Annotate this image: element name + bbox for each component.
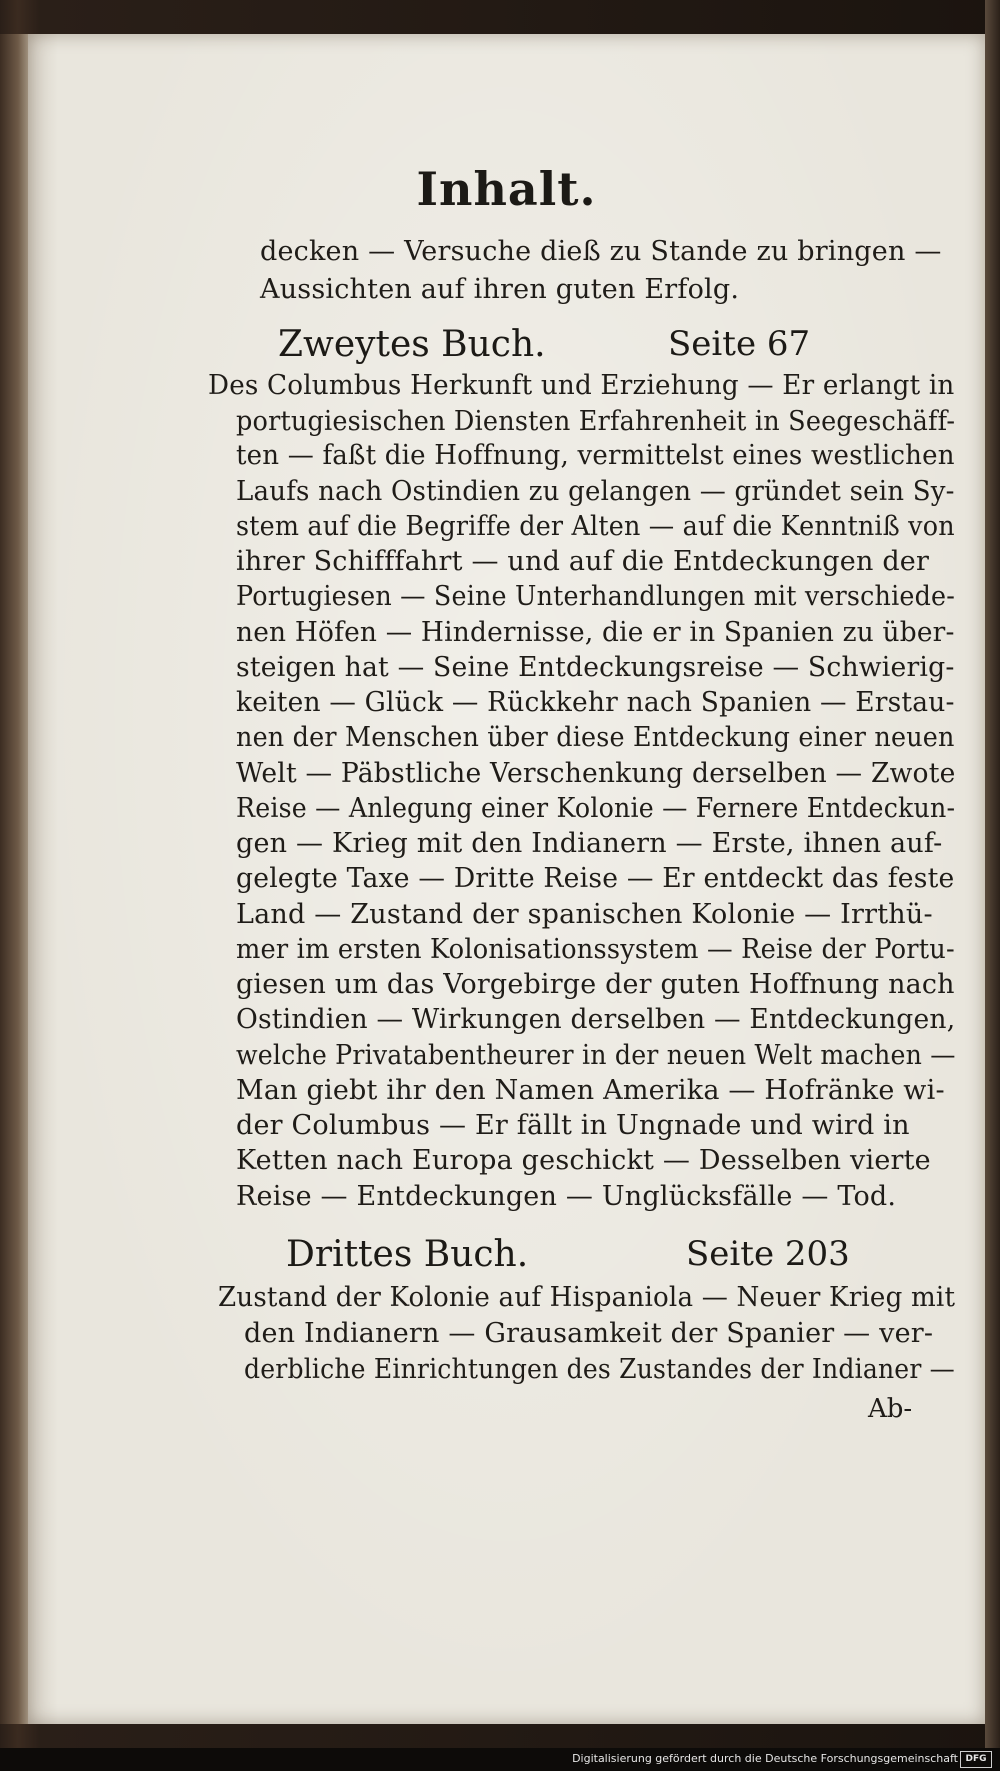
toc-line: welche Privatabentheurer in der neuen Welt machen — <box>236 1040 956 1071</box>
toc-line: derbliche Einrichtungen des Zustandes der Indianer — <box>244 1354 955 1385</box>
toc-line: Ostindien — Wirkungen derselben — Entdeckungen, <box>236 1004 956 1035</box>
toc-line: Zustand der Kolonie auf Hispaniola — Neuer Krieg mit <box>218 1282 956 1313</box>
page-edge <box>985 0 1000 1771</box>
toc-line: gen — Krieg mit den Indianern — Erste, ihnen auf- <box>236 828 943 859</box>
toc-line: Laufs nach Ostindien zu gelangen — gründet sein Sy- <box>236 476 955 507</box>
toc-line: Land — Zustand der spanischen Kolonie — Irrthü- <box>236 899 933 930</box>
page-reference: Seite 203 <box>686 1234 850 1274</box>
footer-credit: Digitalisierung gefördert durch die Deutsche Forschungsgemeinschaft <box>572 1752 958 1765</box>
book-heading: Drittes Buch. <box>286 1234 529 1275</box>
toc-line: Welt — Päbstliche Verschenkung derselben — Zwote <box>236 758 956 789</box>
book-heading: Zweytes Buch. <box>278 324 546 365</box>
toc-line: stem auf die Begriffe der Alten — auf die Kenntniß von <box>236 511 955 542</box>
intro-line: Aussichten auf ihren guten Erfolg. <box>260 274 740 305</box>
toc-line: gelegte Taxe — Dritte Reise — Er entdeckt das feste <box>236 863 955 894</box>
toc-line: steigen hat — Seine Entdeckungsreise — Schwierig- <box>236 652 955 683</box>
toc-line: den Indianern — Grausamkeit der Spanier — ver- <box>244 1318 934 1349</box>
toc-line: giesen um das Vorgebirge der guten Hoffnung nach <box>236 969 955 1000</box>
toc-line: Man giebt ihr den Namen Amerika — Hofränke wi- <box>236 1075 945 1106</box>
toc-line: mer im ersten Kolonisationssystem — Reise der Portu- <box>236 934 955 965</box>
toc-line: der Columbus — Er fällt in Ungnade und wird in <box>236 1110 910 1141</box>
toc-line: ten — faßt die Hoffnung, vermittelst eines westlichen <box>236 440 955 471</box>
toc-line: Reise — Entdeckungen — Unglücksfälle — Tod. <box>236 1181 897 1212</box>
book-spine <box>0 34 30 1724</box>
dfg-logo: DFG <box>960 1751 992 1768</box>
page-reference: Seite 67 <box>668 324 811 364</box>
catchword: Ab- <box>868 1394 913 1424</box>
toc-line: keiten — Glück — Rückkehr nach Spanien — Erstau- <box>236 687 955 718</box>
toc-line: Ketten nach Europa geschickt — Desselben vierte <box>236 1145 931 1176</box>
toc-line: Portugiesen — Seine Unterhandlungen mit verschiede- <box>236 581 955 612</box>
toc-line: Des Columbus Herkunft und Erziehung — Er erlangt in <box>208 370 955 401</box>
toc-line: Reise — Anlegung einer Kolonie — Fernere Entdeckun- <box>236 793 956 824</box>
toc-line: ihrer Schifffahrt — und auf die Entdeckungen der <box>236 546 930 577</box>
running-head: Inhalt. <box>416 162 597 216</box>
toc-line: portugiesischen Diensten Erfahrenheit in Seegeschäff- <box>236 406 956 437</box>
toc-line: nen der Menschen über diese Entdeckung einer neuen <box>236 722 955 753</box>
toc-line: nen Höfen — Hindernisse, die er in Spanien zu über- <box>236 617 955 648</box>
book-page <box>28 34 985 1724</box>
intro-line: decken — Versuche dieß zu Stande zu bringen — <box>260 236 942 267</box>
